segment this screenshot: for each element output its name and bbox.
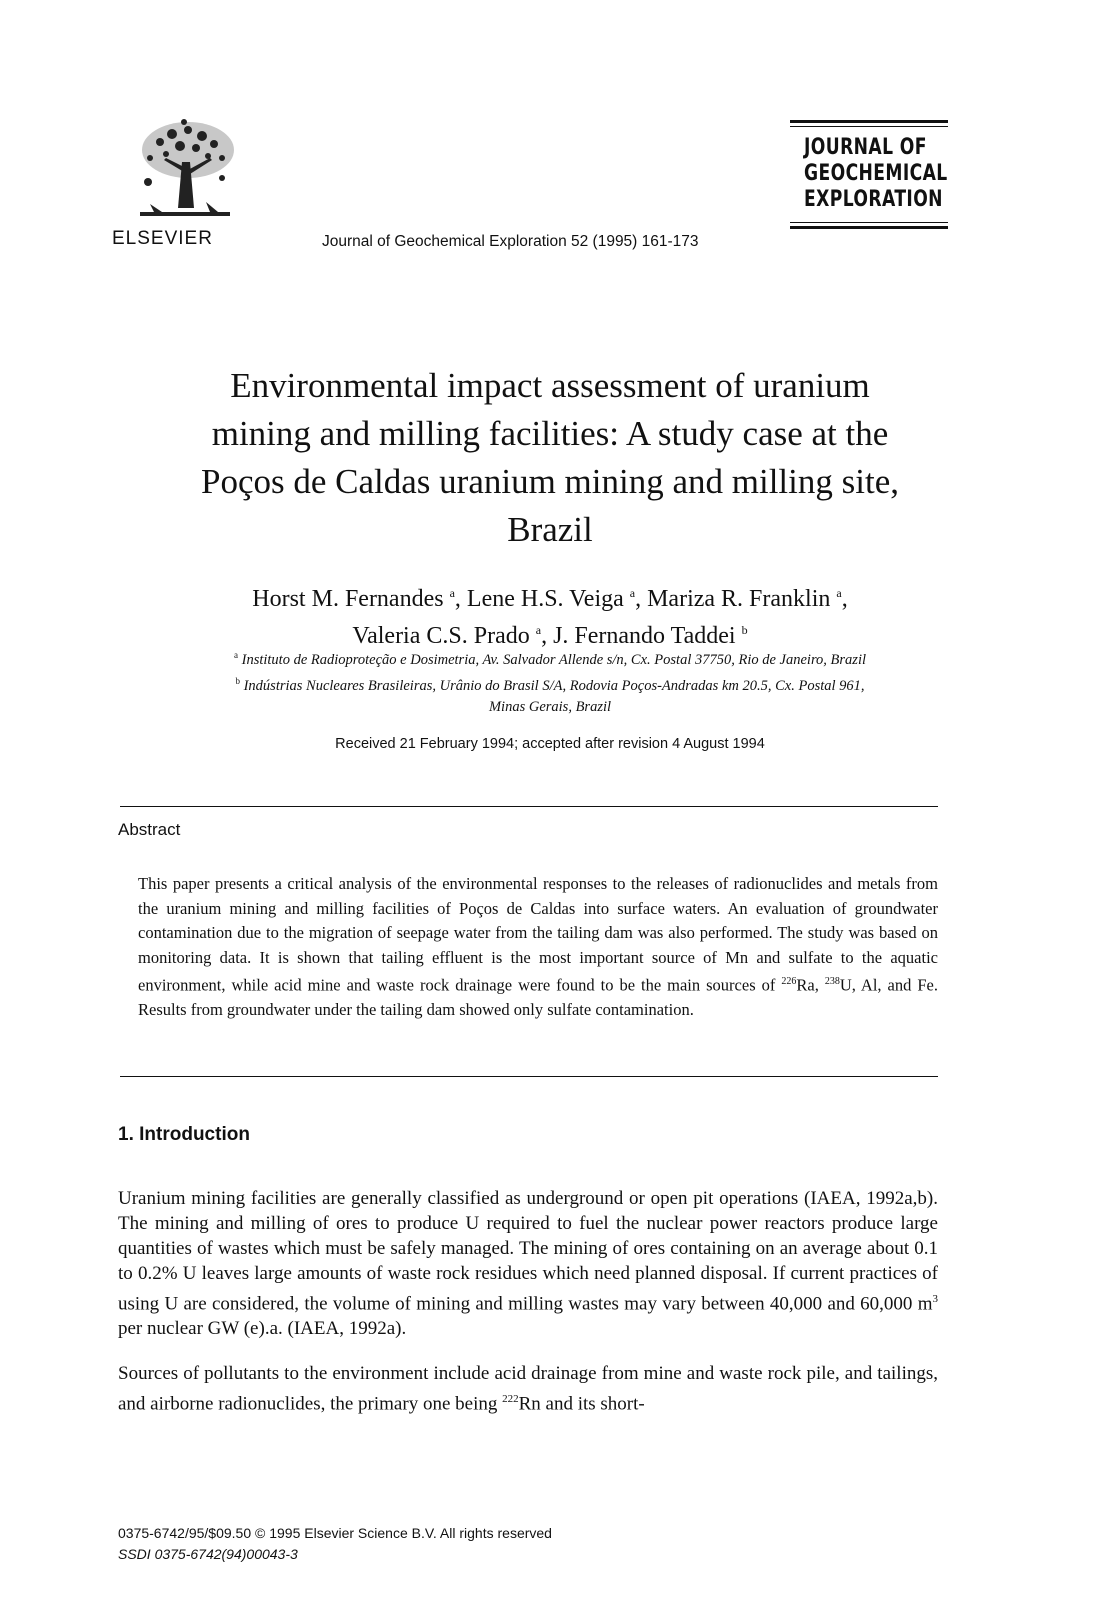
title-line-4: Brazil <box>507 510 593 549</box>
affiliation-text: Indústrias Nucleares Brasileiras, Urânio do Brasil S/A, Rodovia Poços-Andradas km 20.5, Cx. Postal 961, <box>243 677 865 694</box>
elsevier-tree-logo-icon <box>110 112 260 222</box>
affiliation-b <box>100 671 1000 697</box>
affiliation-mark: a <box>629 586 636 600</box>
author-name: Horst M. Fernandes <box>252 586 444 612</box>
affiliation-b-continued: Minas Gerais, Brazil <box>488 698 612 715</box>
divider-top <box>120 806 938 807</box>
article-title <box>100 362 1000 554</box>
masthead-rule-bottom <box>790 226 948 229</box>
introduction-paragraph-1 <box>118 1187 938 1342</box>
masthead-line-1: JOURNAL OF <box>804 135 927 160</box>
affiliation-mark: a <box>234 650 238 660</box>
author-name: Valeria C.S. Prado <box>352 623 530 649</box>
abstract-text <box>138 872 938 1023</box>
divider-bottom <box>120 1076 938 1077</box>
abstract-heading: Abstract <box>118 820 181 839</box>
affiliation-mark: a <box>535 623 542 637</box>
title-line-3: Poços de Caldas uranium mining and milling site, <box>201 462 899 501</box>
isotope-mass-ra: 226 <box>781 976 797 988</box>
isotope-mass-rn: 222 <box>502 1392 519 1405</box>
masthead-rule-top <box>790 120 948 123</box>
title-line-2: mining and milling facilities: A study case at the <box>211 414 889 453</box>
paragraph-text-end: Rn and its short- <box>518 1393 645 1415</box>
section-heading-introduction: 1. Introduction <box>118 1124 250 1145</box>
affiliation-mark: b <box>235 675 240 686</box>
affiliation-mark: a <box>836 586 842 600</box>
affiliations <box>100 645 1000 718</box>
ssdi-line: SSDI 0375-6742(94)00043-3 <box>118 1546 298 1562</box>
author-name: J. Fernando Taddei <box>553 623 736 649</box>
paragraph-text-end: per nuclear GW (e).a. (IAEA, 1992a). <box>118 1317 407 1339</box>
authors-line-1: Horst M. Fernandes $^a$, Lene H.S. Veiga $^a$, Mariza R. Franklin $^a$, <box>252 586 848 612</box>
paragraph-text: Uranium mining facilities are generally classified as underground or open pit operations (IAEA, 1992a,b). The mining and milling of ores to produce U required to fuel the nuclear power reactors produce large quantities of wastes which must be safely managed. The mining of ores containing on an average about 0.1 to 0.2% U leaves large amounts of waste rock residues which need planned disposal. If current practices of using U are considered, the volume of mining and milling wastes may vary between 40,000 and 60,000 m <box>118 1188 938 1314</box>
affiliation-mark: a <box>449 586 455 600</box>
received-dates: Received 21 February 1994; accepted after revision 4 August 1994 <box>335 736 765 752</box>
masthead-line-2: GEOCHEMICAL <box>804 161 948 186</box>
authors-line-2: Valeria C.S. Prado $^a$, J. Fernando Taddei $^b$ <box>352 623 748 649</box>
abstract-text-part-3: U, Al, and Fe. Results from groundwater under the tailing dam showed only sulfate contamination. <box>138 975 938 1020</box>
affiliation-a <box>100 645 1000 671</box>
masthead-line-3: EXPLORATION <box>804 187 943 212</box>
introduction-paragraph-2 <box>118 1362 938 1417</box>
abstract-text-part-2: Ra, <box>796 975 825 995</box>
abstract-text-part-1: This paper presents a critical analysis of the environmental responses to the releases of radionuclides and metals from the uranium mining and milling facilities of Poços de Caldas into surface waters. An evaluation of groundwater contamination due to the migration of seepage water from the tailing dam was also performed. The study was based on monitoring data. It is shown that tailing effluent is the most important source of Mn and sulfate to the aquatic environment, while acid mine and waste rock drainage were found to be the main sources of <box>138 874 938 995</box>
publisher-name: ELSEVIER <box>112 228 213 249</box>
superscript-exponent: 3 <box>932 1292 938 1305</box>
author-list <box>100 578 1000 652</box>
isotope-mass-u: 238 <box>824 976 840 988</box>
author-name: Lene H.S. Veiga <box>466 586 624 612</box>
paragraph-text: Sources of pollutants to the environment include acid drainage from mine and waste rock pile, and tailings, and airborne radionuclides, the primary one being <box>118 1363 938 1415</box>
affiliation-text: Instituto de Radioproteção e Dosimetria, Av. Salvador Allende s/n, Cx. Postal 37750, Rio de Janeiro, Brazil <box>241 651 866 668</box>
affiliation-mark: b <box>741 623 748 637</box>
title-line-1: Environmental impact assessment of uranium <box>230 366 870 405</box>
journal-citation: Journal of Geochemical Exploration 52 (1995) 161-173 <box>322 233 699 250</box>
author-name: Mariza R. Franklin <box>647 586 831 612</box>
journal-masthead <box>790 120 948 229</box>
copyright-line: 0375-6742/95/$09.50 © 1995 Elsevier Science B.V. All rights reserved <box>118 1525 552 1541</box>
masthead-rule-bottom-thin <box>790 222 948 223</box>
